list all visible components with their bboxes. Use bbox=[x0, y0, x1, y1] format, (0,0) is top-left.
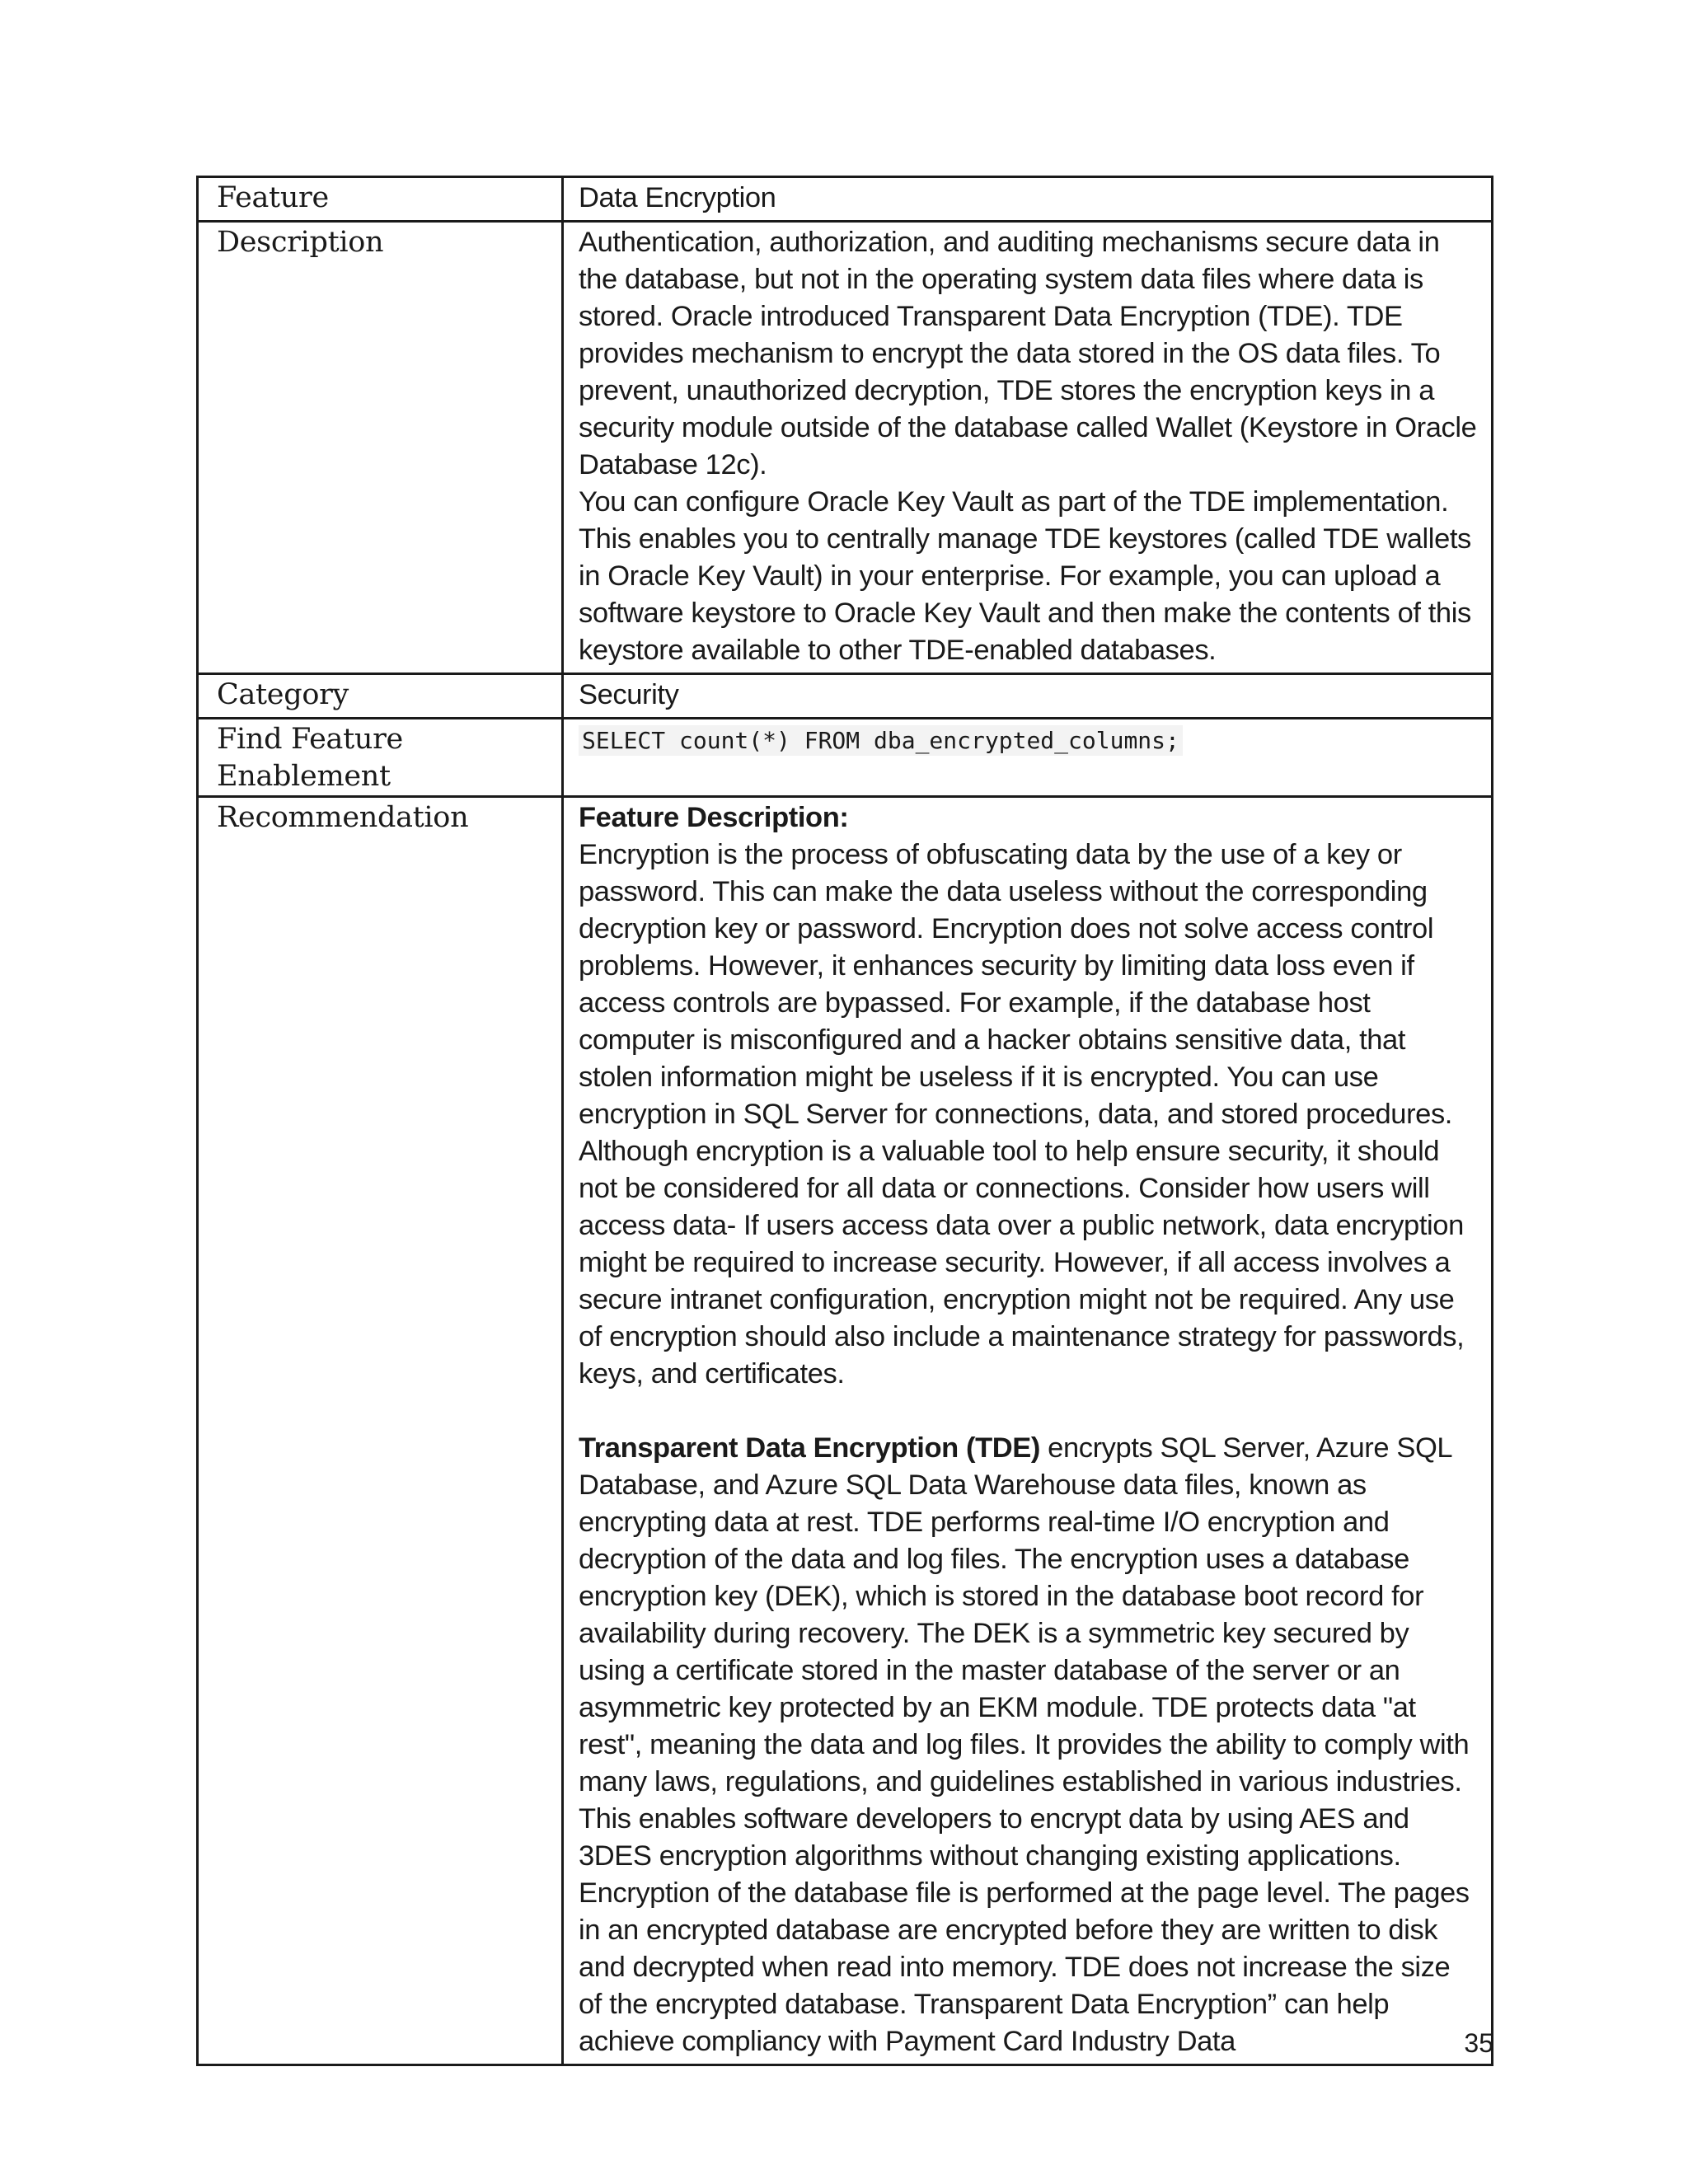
feature-description-heading: Feature Description: bbox=[579, 802, 849, 833]
description-row bbox=[198, 222, 1493, 674]
tde-bold-term: Transparent Data Encryption (TDE) bbox=[579, 1432, 1040, 1464]
find-feature-value bbox=[563, 719, 1493, 797]
recommendation-label: Recommendation bbox=[198, 797, 563, 2065]
category-label: Category bbox=[198, 674, 563, 719]
sql-query-code: SELECT count(*) FROM dba_encrypted_columns; bbox=[579, 725, 1183, 756]
recommendation-row bbox=[198, 797, 1493, 2065]
description-label: Description bbox=[198, 222, 563, 674]
paragraph-spacer bbox=[579, 1393, 1479, 1430]
recommendation-value bbox=[563, 797, 1493, 2065]
tde-paragraph-text: encrypts SQL Server, Azure SQL Database, and Azure SQL Data Warehouse data files, known as encrypting data at rest. TDE performs real-time I/O encryption and decryption of the data and log files. The encryption uses a database encryption key (DEK), which is stored in the database boot record for availability during recovery. The DEK is a symmetric key secured by using a certificate stored in the master database of the server or an asymmetric key protected by an EKM module. TDE protects data "at rest", meaning the data and log files. It provides the ability to comply with many laws, regulations, and guidelines established in various industries. This enables software developers to encrypt data by using AES and 3DES encryption algorithms without changing existing applications. Encryption of the database file is performed at the page level. The pages in an encrypted database are encrypted before they are written to disk and decrypted when read into memory. TDE does not increase the size of the encrypted database. Transparent Data Encryption” can help achieve compliancy with Payment Card Industry Data bbox=[579, 1432, 1470, 2057]
page-number: 35 bbox=[1464, 2028, 1493, 2058]
tde-paragraph bbox=[579, 1430, 1479, 2060]
description-paragraph-2: You can configure Oracle Key Vault as part of the TDE implementation. This enables you to centrally manage TDE keystores (called TDE wallets in Oracle Key Vault) in your enterprise. For example, you can upload a software keystore to Oracle Key Vault and then make the contents of this keystore available to other TDE-enabled databases. bbox=[579, 486, 1471, 666]
recommendation-paragraph-1: Encryption is the process of obfuscating data by the use of a key or password. This can make the data useless without the corresponding decryption key or password. Encryption does not solve access control problems. However, it enhances security by limiting data loss even if access controls are bypassed. For example, if the database host computer is misconfigured and a hacker obtains sensitive data, that stolen information might be useless if it is encrypted. You can use encryption in SQL Server for connections, data, and stored procedures. bbox=[579, 839, 1452, 1130]
find-feature-label: Find Feature Enablement bbox=[198, 719, 563, 797]
feature-table bbox=[196, 176, 1493, 2066]
find-feature-row bbox=[198, 719, 1493, 797]
feature-row bbox=[198, 177, 1493, 222]
category-value: Security bbox=[563, 674, 1493, 719]
description-value bbox=[563, 222, 1493, 674]
feature-label: Feature bbox=[198, 177, 563, 222]
recommendation-paragraph-2: Although encryption is a valuable tool to help ensure security, it should not be considered for all data or connections. Consider how users will access data- If users access data over a public network, data encryption might be required to increase security. However, if all access involves a secure intranet configuration, encryption might not be required. Any use of encryption should also include a maintenance strategy for passwords, keys, and certificates. bbox=[579, 1136, 1465, 1390]
description-paragraph-1: Authentication, authorization, and auditing mechanisms secure data in the database, but not in the operating system data files where data is stored. Oracle introduced Transparent Data Encryption (TDE). TDE provides mechanism to encrypt the data stored in the OS data files. To prevent, unauthorized decryption, TDE stores the encryption keys in a security module outside of the database called Wallet (Keystore in Oracle Database 12c). bbox=[579, 227, 1477, 480]
category-row bbox=[198, 674, 1493, 719]
feature-value: Data Encryption bbox=[563, 177, 1493, 222]
